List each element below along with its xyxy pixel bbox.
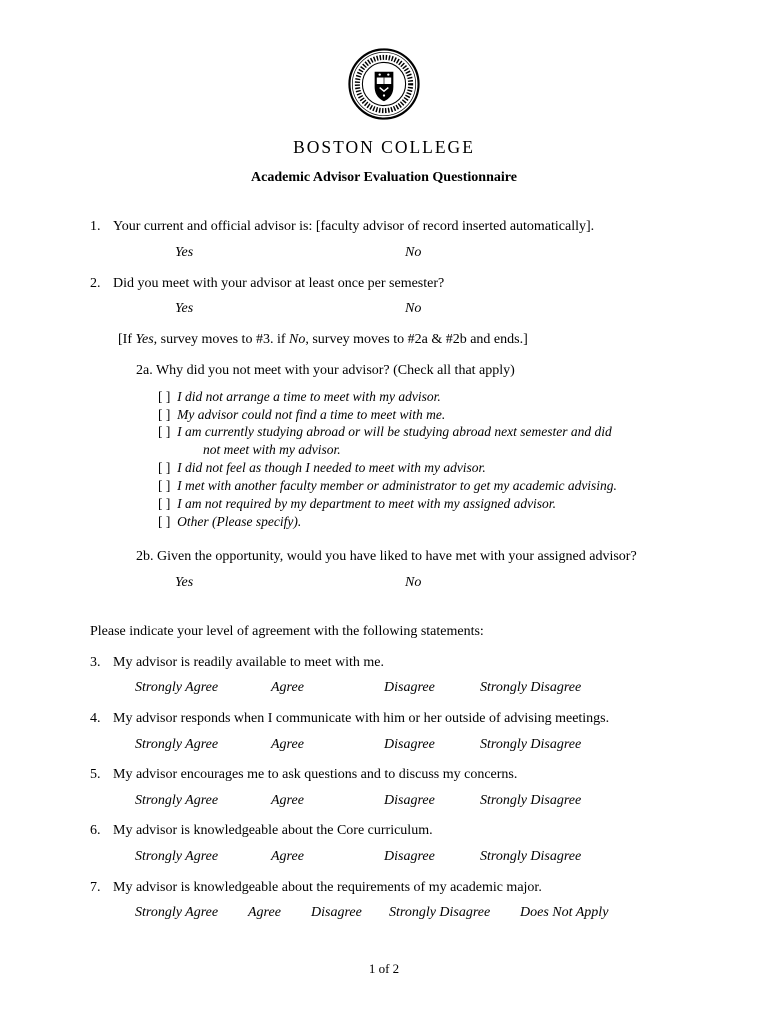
option-strongly-disagree[interactable]: Strongly Disagree: [480, 793, 582, 808]
logic-no: No: [289, 332, 306, 347]
question-5: [90, 766, 517, 784]
option-disagree[interactable]: Disagree: [311, 905, 362, 920]
question-number: 1.: [90, 219, 101, 234]
q2b-yes-option[interactable]: Yes: [175, 575, 194, 590]
q2b-no-option[interactable]: No: [405, 575, 422, 590]
option-strongly-disagree[interactable]: Strongly Disagree: [389, 905, 491, 920]
question-number: 2.: [90, 276, 101, 291]
checkbox-option[interactable]: [158, 459, 486, 477]
question-text: Your current and official advisor is: [faculty advisor of record inserted automatically].: [113, 219, 595, 234]
question-3: [90, 654, 384, 672]
checkbox[interactable]: [ ]: [158, 406, 171, 422]
question-text: My advisor is knowledgeable about the Core curriculum.: [113, 823, 433, 838]
option-disagree[interactable]: Disagree: [384, 680, 435, 695]
checkbox[interactable]: [ ]: [158, 389, 171, 404]
option-label: Other (Please specify).: [177, 513, 302, 529]
option-strongly-agree[interactable]: Strongly Agree: [135, 737, 219, 752]
option-label: My advisor could not find a time to meet with me.: [177, 406, 446, 422]
question-7: [90, 879, 542, 897]
q1-no-option[interactable]: No: [405, 245, 422, 260]
option-agree[interactable]: Agree: [271, 680, 304, 695]
checkbox[interactable]: [ ]: [158, 495, 171, 511]
checkbox-option[interactable]: [158, 495, 556, 513]
option-agree[interactable]: Agree: [248, 905, 281, 920]
option-strongly-disagree[interactable]: Strongly Disagree: [480, 737, 582, 752]
college-name: BOSTON COLLEGE: [293, 137, 475, 157]
checkbox-option[interactable]: [158, 513, 301, 531]
option-label-continuation: not meet with my advisor.: [203, 442, 341, 457]
logic-text: , survey moves to #3. if: [153, 332, 289, 347]
checkbox-option[interactable]: [158, 477, 617, 495]
question-1: [90, 218, 594, 236]
option-label: I did not feel as though I needed to meet with my advisor.: [177, 460, 486, 475]
question-number: 3.: [90, 655, 101, 670]
q1-yes-option[interactable]: Yes: [175, 245, 194, 260]
option-label: I met with another faculty member or administrator to get my academic advising.: [177, 478, 617, 493]
option-label: I did not arrange a time to meet with my advisor.: [177, 389, 441, 404]
option-label: I am currently studying abroad or will be studying abroad next semester and did: [177, 424, 612, 439]
question-number: 5.: [90, 767, 101, 782]
option-agree[interactable]: Agree: [271, 737, 304, 752]
option-strongly-agree[interactable]: Strongly Agree: [135, 905, 219, 920]
question-number: 6.: [90, 823, 101, 838]
question-2b: 2b. Given the opportunity, would you have liked to have met with your assigned advisor?: [136, 549, 637, 564]
page-number: 1 of 2: [368, 961, 400, 976]
checkbox[interactable]: [ ]: [158, 478, 171, 493]
checkbox-option[interactable]: [158, 423, 612, 441]
agreement-intro: Please indicate your level of agreement with the following statements:: [90, 624, 484, 639]
option-strongly-agree[interactable]: Strongly Agree: [135, 793, 219, 808]
checkbox[interactable]: [ ]: [158, 513, 171, 529]
question-text: My advisor is readily available to meet with me.: [113, 655, 384, 670]
checkbox-option[interactable]: [158, 406, 445, 424]
option-does-not-apply[interactable]: Does Not Apply: [520, 905, 609, 920]
option-strongly-disagree[interactable]: Strongly Disagree: [480, 680, 582, 695]
question-text: My advisor responds when I communicate with him or her outside of advising meetings.: [113, 711, 610, 726]
question-number: 4.: [90, 711, 101, 726]
option-strongly-disagree[interactable]: Strongly Disagree: [480, 849, 582, 864]
checkbox[interactable]: [ ]: [158, 424, 171, 439]
document-title: Academic Advisor Evaluation Questionnaire: [251, 170, 517, 185]
question-2: [90, 275, 444, 293]
logic-text: [If: [118, 332, 136, 347]
option-strongly-agree[interactable]: Strongly Agree: [135, 680, 219, 695]
q2-yes-option[interactable]: Yes: [175, 301, 194, 316]
option-strongly-agree[interactable]: Strongly Agree: [135, 849, 219, 864]
survey-logic-note: [118, 331, 528, 349]
option-agree[interactable]: Agree: [271, 849, 304, 864]
question-4: [90, 710, 609, 728]
checkbox-option[interactable]: [158, 388, 441, 406]
question-2a: 2a. Why did you not meet with your advisor? (Check all that apply): [136, 363, 515, 378]
option-disagree[interactable]: Disagree: [384, 737, 435, 752]
logic-text: , survey moves to #2a & #2b and ends.]: [305, 332, 528, 347]
option-label: I am not required by my department to meet with my assigned advisor.: [177, 495, 556, 511]
option-disagree[interactable]: Disagree: [384, 849, 435, 864]
question-6: [90, 822, 433, 840]
q2-no-option[interactable]: No: [405, 301, 422, 316]
option-agree[interactable]: Agree: [271, 793, 304, 808]
question-text: My advisor is knowledgeable about the requirements of my academic major.: [113, 880, 542, 895]
question-text: Did you meet with your advisor at least once per semester?: [113, 276, 445, 291]
logic-yes: Yes: [135, 332, 154, 347]
checkbox[interactable]: [ ]: [158, 460, 171, 475]
option-disagree[interactable]: Disagree: [384, 793, 435, 808]
boston-college-seal-icon: [348, 48, 420, 120]
question-number: 7.: [90, 880, 101, 895]
question-text: My advisor encourages me to ask questions and to discuss my concerns.: [113, 767, 518, 782]
